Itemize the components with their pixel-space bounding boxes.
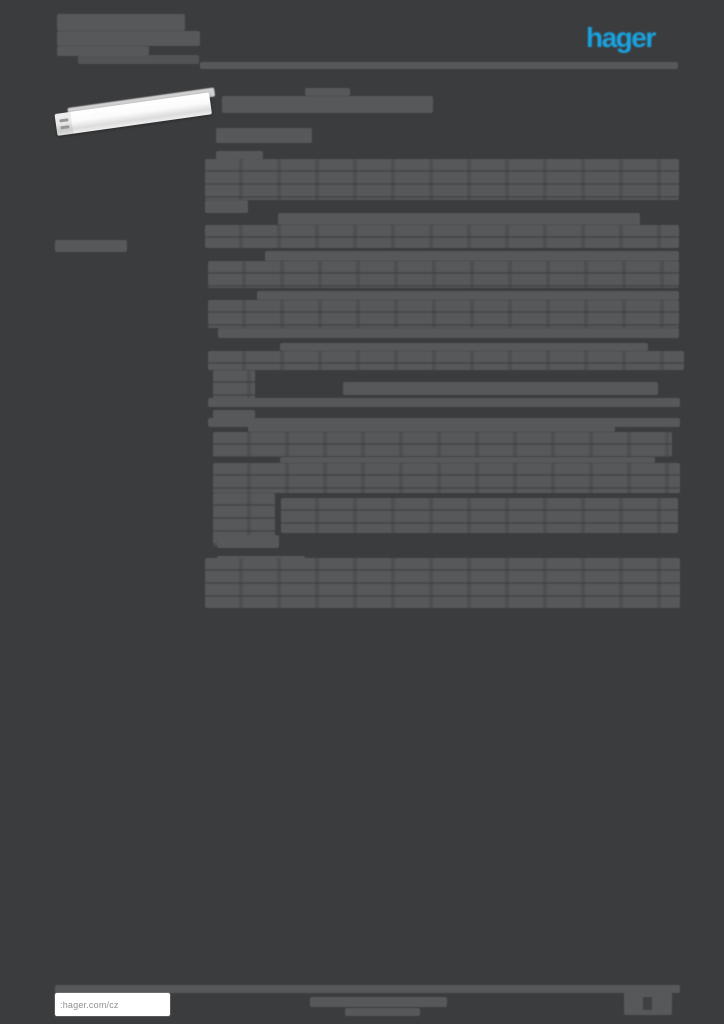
spec-value-row [257,291,679,300]
spec-rows-merged [281,498,678,533]
section-heading-description [216,128,312,143]
spec-rows-merged [205,159,679,200]
spec-rows-merged [213,432,672,457]
spec-value-row [248,425,615,432]
page-title-bar [222,96,433,113]
section-heading-delivery [217,535,279,548]
spec-value-row [265,251,679,261]
page-title-ascender [305,88,350,96]
spec-rows-merged [213,463,680,493]
spec-value-row [343,382,658,395]
header-address-line [78,55,199,64]
footer-website-link[interactable]: :hager.com/cz [60,999,119,1010]
spec-value-row [280,343,648,351]
page-number-box [624,992,672,1015]
spec-rows-merged [208,261,679,288]
spec-value-row [218,328,679,338]
footer-link-box [55,993,170,1016]
header-address-line [57,14,185,31]
spec-label [213,370,255,400]
header-address-line [57,31,200,46]
spec-label [205,200,248,213]
side-label [55,240,127,252]
page-number-glyph [643,997,652,1010]
spec-rows-merged [208,351,684,370]
footer-company-text [345,1008,420,1016]
hager-logo: hager [586,22,655,53]
footer-rule [55,985,680,993]
spec-rows-merged [205,225,679,248]
spec-rows-merged [208,300,679,328]
header-rule [200,62,678,69]
footnote-paragraph [205,558,680,608]
spec-value-row [208,398,680,407]
footer-company-text [310,997,447,1007]
spec-value-row [278,213,640,225]
